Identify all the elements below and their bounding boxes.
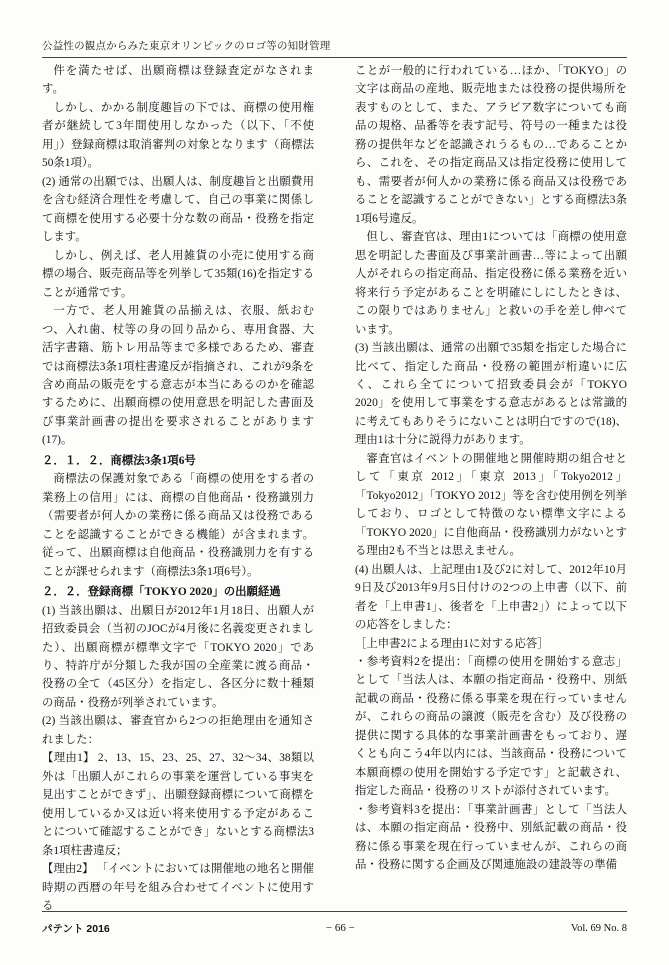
paragraph: (3) 当該出願は、通常の出願で35類を指定した場合に比べて、指定した商品・役務の範囲が桁違いに広く、これら全てについて招致委員会が「TOKYO 2020」を使用して事業をする意志があるとは常識的に考えてもありそうにないことは明白ですので(18)、理由1は十分に説得力があります。: [355, 342, 627, 447]
paragraph: 但し、審査官は、理由1については「商標の使用意思を明記した書面及び事業計画書…等によって出願人がそれらの指定商品、指定役務に係る業務を近い将来行う予定があることを明確にしにしたときは、この限りではありません」と救いの手を差し伸べています。: [355, 231, 627, 336]
paragraph: (2) 通常の出願では、出願人は、制度趣旨と出願費用を含む経済合理性を考慮して、自己の事業に関係して商標を使用する必要十分な数の商品・役務を指定します。: [42, 175, 314, 244]
paragraph: 一方で、老人用雑貨の品揃えは、衣服、紙おむつ、入れ歯、杖等の身の回り品から、専用食器、大活字書籍、筋トレ用品等まで多様であるため、審査では商標法3条1項柱書違反が指摘され、これが9条を含め商品の販売をする意志が本当にあるのかを確認するために、出願商標の使用意思を明記した書面及び事業計画書の提出を要求されることがあります(17)。: [42, 305, 314, 447]
footer-journal-name: パテント 2016: [42, 922, 110, 935]
section-heading: ２．２．登録商標「TOKYO 2020」の出願経過: [42, 586, 281, 599]
running-header: 公益性の観点からみた東京オリンピックのロゴ等の知財管理: [42, 38, 627, 58]
paragraph: 【理由2】 「イベントにおいては開催地の地名と開催時期の西暦の年号を組み合わせてイベントに使用する: [42, 863, 314, 913]
subsection-label: ［上申書2による理由1に対する応答］: [355, 637, 549, 650]
paragraph: しかし、かかる制度趣旨の下では、商標の使用権者が継続して3年間使用しなかった（以下、「不使用」）登録商標は取消審判の対象となります（商標法50条1項）。: [42, 101, 314, 170]
section-heading: ２．１．２．商標法3条1項6号: [42, 454, 196, 467]
paragraph: (1) 当該出願は、出願日が2012年1月18日、出願人が招致委員会（当初のJOCが4月後に名義変更されました）、出願商標が標準文字で「TOKYO 2020」であり、特許庁が分類した我が国の全産業に渡る商品・役務の全て（45区分）を指定し、各区分に数十種類の商品・役務が列挙されています。: [42, 604, 314, 709]
paragraph: 件を満たせば、出願商標は登録査定がなされます。: [42, 65, 314, 96]
paragraph: 審査官はイベントの開催地と開催時期の組合せとして「東京 2012」「東京 2013」「Tokyo2012」「Tokyo2012」「TOKYO 2012」等を含む使用例を列挙しており、ロゴとして特徴のない標準文字による「TOKYO 2020」に自他商品・役務識別力がないとする理由2も不当とは思えません。: [355, 452, 627, 558]
footer-volume-issue: Vol. 69 No. 8: [570, 922, 627, 934]
two-column-body: [42, 62, 627, 913]
paragraph: (2) 当該出願は、審査官から2つの拒絶理由を通知されました：: [42, 715, 314, 746]
paragraph: ことが一般的に行われている…ほか、「TOKYO」の文字は商品の産地、販売地または役務の提供場所を表すものとして、また、アラビア数字についても商品の規格、品番等を表す記号、符号の一種または役務の提供年などを認識されうるもの…であることから、これを、その指定商品又は指定役務に使用しても、需要者が何人かの業務に係る商品又は役務であることを認識することができない」とする商標法3条1項6号違反。: [355, 65, 627, 225]
paragraph: しかし、例えば、老人用雑貨の小売に使用する商標の場合、販売商品等を列挙して35類(16)を指定することが通常です。: [42, 249, 314, 299]
paragraph: 【理由1】 2、13、15、23、25、27、32〜34、38類以外は「出願人がこれらの事業を運営している事実を見出すことができず」、出願登録商標について商標を使用しているか又は近い将来使用する予定があることについて確認することができ」ないとする商標法3条1項柱書違反；: [42, 752, 314, 857]
right-column: [355, 62, 627, 902]
list-item: ・参考資料2を提出：「商標の使用を開始する意志」として「当法人は、本願の指定商品・役務中、別紙記載の商品・役務に係る事業を現在行っていませんが、これらの商品の譲渡（販売を含む）及び役務の提供に関する具体的な事業計画書をもっており、遅くとも向こう4年以内には、当該商品・役務について本願商標の使用を開始する予定です」と記載され、指定した商品・役務のリストが添付されています。: [355, 656, 627, 798]
left-column: [42, 62, 314, 913]
footer-page-number: − 66 −: [325, 922, 355, 934]
paragraph: (4) 出願人は、上記理由1及び2に対して、2012年10月9日及び2013年9月5日付けの2つの上申書（以下、前者を「上申書1」、後者を「上申書2」）によって以下の応答をしました：: [355, 563, 627, 632]
page-footer: [42, 911, 627, 939]
list-item: ・参考資料3を提出：「事業計画書」として「当法人は、本願の指定商品・役務中、別紙記載の商品・役務に係る事業を現在行っていませんが、これらの商品・役務に関する企画及び関連施設の建設等の準備: [355, 803, 627, 872]
paragraph: 商標法の保護対象である「商標の使用をする者の業務上の信用」には、商標の自他商品・役務識別力（需要者が何人かの業務に係る商品又は役務であることを認識することができる機能）が含まれます。従って、出願商標は自他商品・役務識別力を有することが課せられます（商標法3条1項6号）。: [42, 473, 314, 578]
